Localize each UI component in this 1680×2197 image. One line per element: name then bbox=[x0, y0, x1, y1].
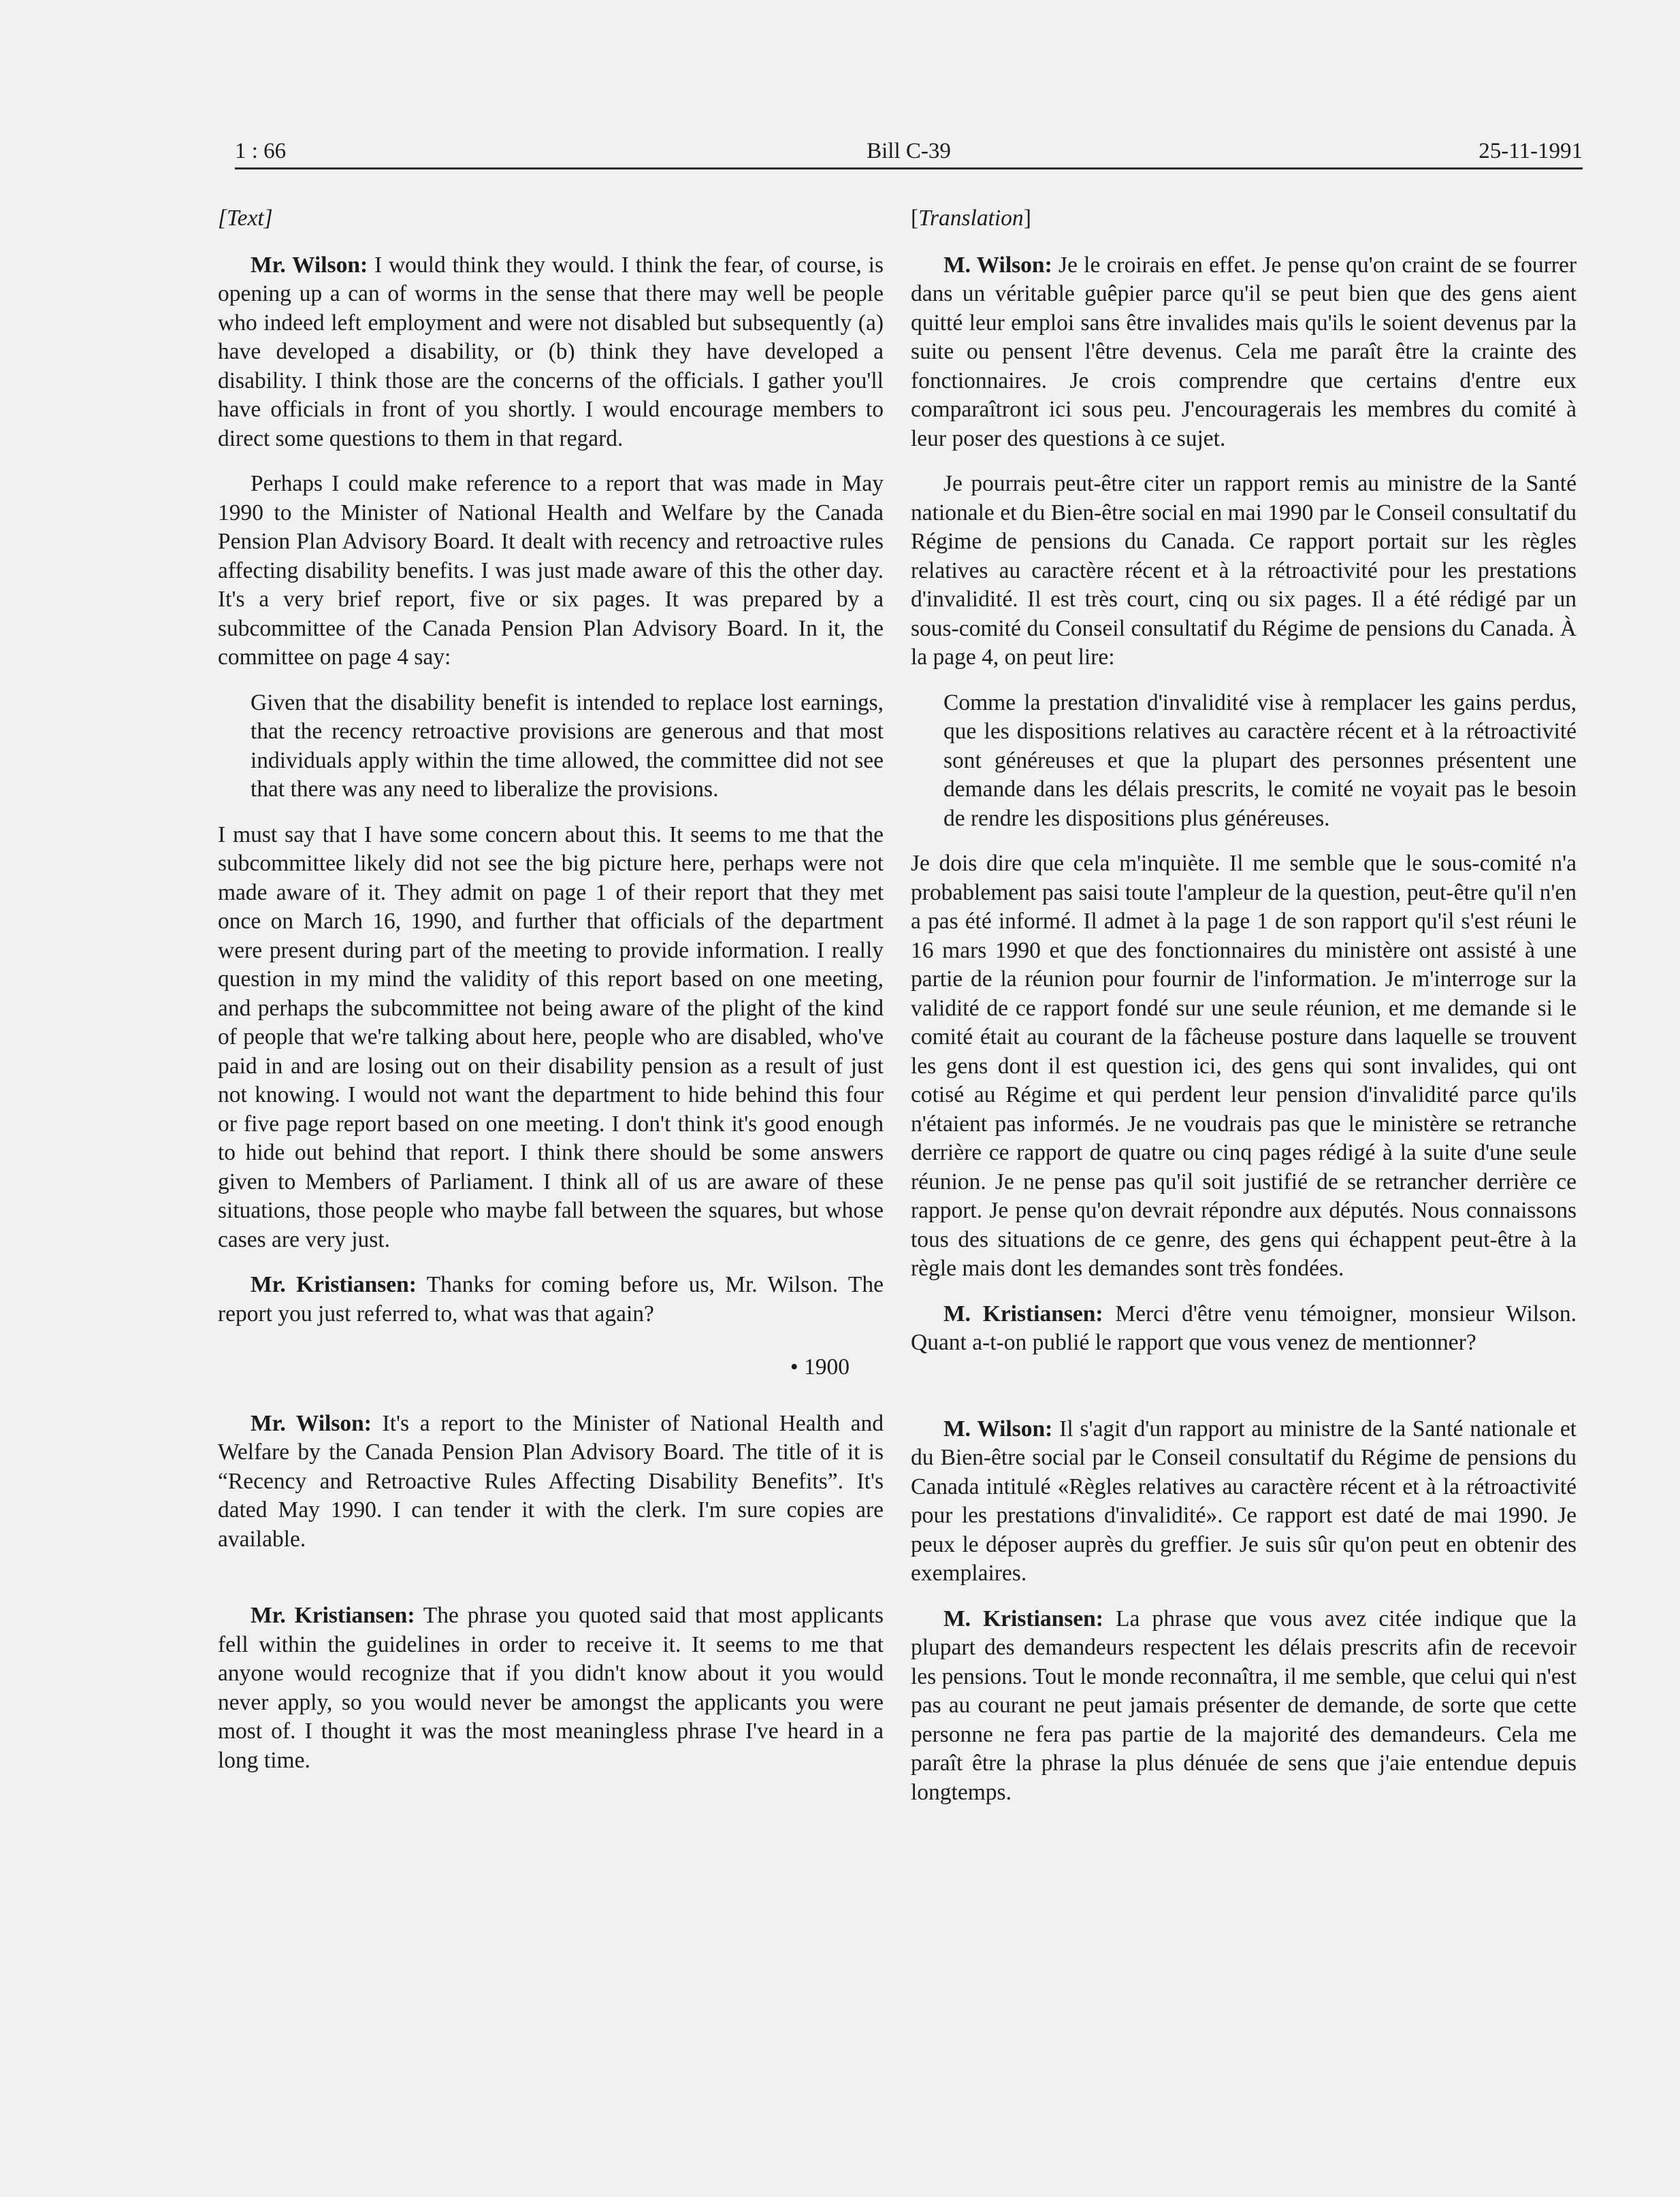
paragraph bbox=[218, 251, 884, 454]
header-bill: Bill C-39 bbox=[867, 139, 951, 163]
speaker-name: Mr. Kristiansen: bbox=[251, 1603, 415, 1628]
paragraph: Je dois dire que cela m'inquiète. Il me semble que le sous-comité n'a probablement pas saisi toute l'ampleur de la question, peut-être qu'il n'en a pas été informé. Il admet à la page 1 de son rapport qu'il s'est réuni le 16 mars 1990 et que des fonctionnaires du ministère ont assisté à une partie de la réunion pour fournir de l'information. Je m'interroge sur la validité de ce rapport fondé sur une seule réunion, et me demande si le comité était au courant de la fâcheuse posture dans laquelle se trouvent les gens dont il est question ici, des gens qui sont invalides, qui ont cotisé au Régime et qui perdent leur pension d'invalidité parce qu'ils n'étaient pas informés. Je ne voudrais pas que le ministère se retranche derrière ce rapport de quatre ou cinq pages rédigé à la suite d'une seule réunion. Je ne pense pas qu'il soit justifié de se retrancher derrière ce rapport. Je pense qu'on devrait répondre aux députés. Nous connaissons tous des situations de ce genre, des gens qui échappent peut-être à la règle mais dont les demandes sont très fondées. bbox=[911, 851, 1577, 1281]
speech-text: Merci d'être venu témoigner, monsieur Wilson. Quant a-t-on publié le rapport que vous venez de mentionner? bbox=[911, 1301, 1577, 1355]
french-column bbox=[911, 204, 1577, 1823]
speaker-name: Mr. Wilson: bbox=[251, 252, 368, 278]
paragraph bbox=[218, 1410, 884, 1555]
paragraph bbox=[218, 1271, 884, 1329]
speaker-name: M. Wilson: bbox=[943, 252, 1052, 278]
paragraph bbox=[911, 251, 1577, 454]
paragraph: Perhaps I could make reference to a report that was made in May 1990 to the Minister of National Health and Welfare by the Canada Pension Plan Advisory Board. It dealt with recency and retroactive rules affecting disability benefits. I was just made aware of this the other day. It's a very brief report, five or six pages. It was prepared by a subcommittee of the Canada Pension Plan Advisory Board. In it, the committee on page 4 say: bbox=[218, 471, 884, 670]
block-quote: Comme la prestation d'invalidité vise à remplacer les gains perdus, que les dispositions relatives au caractère récent et à la rétroactivité sont généreuses et que la plupart des personnes présentent une demande dans les délais prescrits, le comité ne voyait pas le besoin de rendre les dispositions plus généreuses. bbox=[943, 689, 1577, 831]
speech-text: La phrase que vous avez citée indique que la plupart des demandeurs respectent les délais prescrits afin de recevoir les pensions. Tout le monde reconnaîtra, il me semble, que celui qui n'est pas au courant ne peut jamais présenter de demande, de sorte que cette personne ne fera pas partie de la majorité des demandeurs. Cela me paraît être la phrase la plus dénuée de sens que j'aie entendue depuis longtemps. bbox=[911, 1606, 1577, 1805]
paragraph bbox=[218, 1601, 884, 1775]
translation-tag: [Translation] bbox=[911, 206, 1031, 231]
english-column bbox=[218, 204, 884, 1791]
speech-text: Je le croirais en effet. Je pense qu'on craint de se fourrer dans un véritable guêpier parce qu'il se peut bien que des gens aient quitté leur emploi sans être invalides mais qu'ils le soient devenus par la suite ou pensent l'être devenus. Cela me paraît être la crainte des fonctionnaires. Je crois comprendre que certains d'entre eux comparaîtront ici sous peu. J'encouragerais les membres du comité à leur poser des questions à ce sujet. bbox=[911, 252, 1577, 451]
paragraph: I must say that I have some concern about this. It seems to me that the subcommittee likely did not see the big picture here, perhaps were not made aware of it. They admit on page 1 of their report that they met once on March 16, 1990, and further that officials of the department were present during part of the meeting to provide information. I really question in my mind the validity of this report based on one meeting, and perhaps the subcommittee not being aware of the plight of the kind of people that we're talking about here, people who are disabled, who've paid in and are losing out on their disability pension as a result of just not knowing. I would not want the department to hide behind this four or five page report based on one meeting. I don't think it's good enough to hide out behind that report. I think there should be some answers given to Members of Parliament. I think all of us are aware of these situations, those people who maybe fall between the squares, but whose cases are very just. bbox=[218, 821, 884, 1252]
speaker-name: M. Kristiansen: bbox=[943, 1301, 1103, 1327]
speaker-name: M. Wilson: bbox=[943, 1416, 1053, 1442]
speaker-name: Mr. Wilson: bbox=[251, 1410, 372, 1436]
text-tag: [Text] bbox=[218, 206, 273, 231]
paragraph bbox=[911, 1605, 1577, 1808]
time-marker: • 1900 bbox=[790, 1354, 850, 1380]
speech-text: I would think they would. I think the fear, of course, is opening up a can of worms in the sense that there may well be people who indeed left employment and were not disabled but subsequently (a) have developed a disability, or (b) think they have developed a disability. I think those are the concerns of the officials. I gather you'll have officials in front of you shortly. I would encourage members to direct some questions to them in that regard. bbox=[218, 252, 884, 451]
speaker-name: M. Kristiansen: bbox=[943, 1606, 1103, 1631]
speech-text: The phrase you quoted said that most applicants fell within the guidelines in order to receive it. It seems to me that anyone would recognize that if you didn't know about it you would never apply, so you would never be amongst the applicants you were most of. I thought it was the most meaningless phrase I've heard in a long time. bbox=[218, 1603, 884, 1773]
speaker-name: Mr. Kristiansen: bbox=[251, 1272, 417, 1297]
page-header bbox=[235, 133, 1583, 169]
header-page-number: 1 : 66 bbox=[235, 139, 287, 163]
speech-text: Thanks for coming before us, Mr. Wilson. The report you just referred to, what was that again? bbox=[218, 1272, 884, 1327]
block-quote: Given that the disability benefit is intended to replace lost earnings, that the recency retroactive provisions are generous and that most individuals apply within the time allowed, the committee did not see that there was any need to liberalize the provisions. bbox=[251, 689, 884, 802]
header-date: 25-11-1991 bbox=[1479, 139, 1583, 163]
paragraph bbox=[911, 1300, 1577, 1358]
speech-text: Il s'agit d'un rapport au ministre de la Santé nationale et du Bien-être social par le Conseil consultatif du Régime de pensions du Canada intitulé «Règles relatives au caractère récent et à la rétroactivité pour les prestations d'invalidité». Ce rapport est daté de mai 1990. Je peux le déposer auprès du greffier. Je suis sûr qu'on peut en obtenir des exemplaires. bbox=[911, 1416, 1577, 1586]
paragraph: Je pourrais peut-être citer un rapport remis au ministre de la Santé nationale et du Bien-être social en mai 1990 par le Conseil consultatif du Régime de pensions du Canada. Ce rapport portait sur les règles relatives au caractère récent et à la rétroactivité pour les prestations d'invalidité. Il est très court, cinq ou six pages. Il a été rédigé par un sous-comité du Conseil consultatif du Régime de pensions du Canada. À la page 4, on peut lire: bbox=[911, 471, 1577, 670]
speech-text: It's a report to the Minister of National Health and Welfare by the Canada Pension Plan Advisory Board. The title of it is “Recency and Retroactive Rules Affecting Disability Benefits”. It's dated May 1990. I can tender it with the clerk. I'm sure copies are available. bbox=[218, 1410, 884, 1552]
paragraph bbox=[911, 1415, 1577, 1589]
